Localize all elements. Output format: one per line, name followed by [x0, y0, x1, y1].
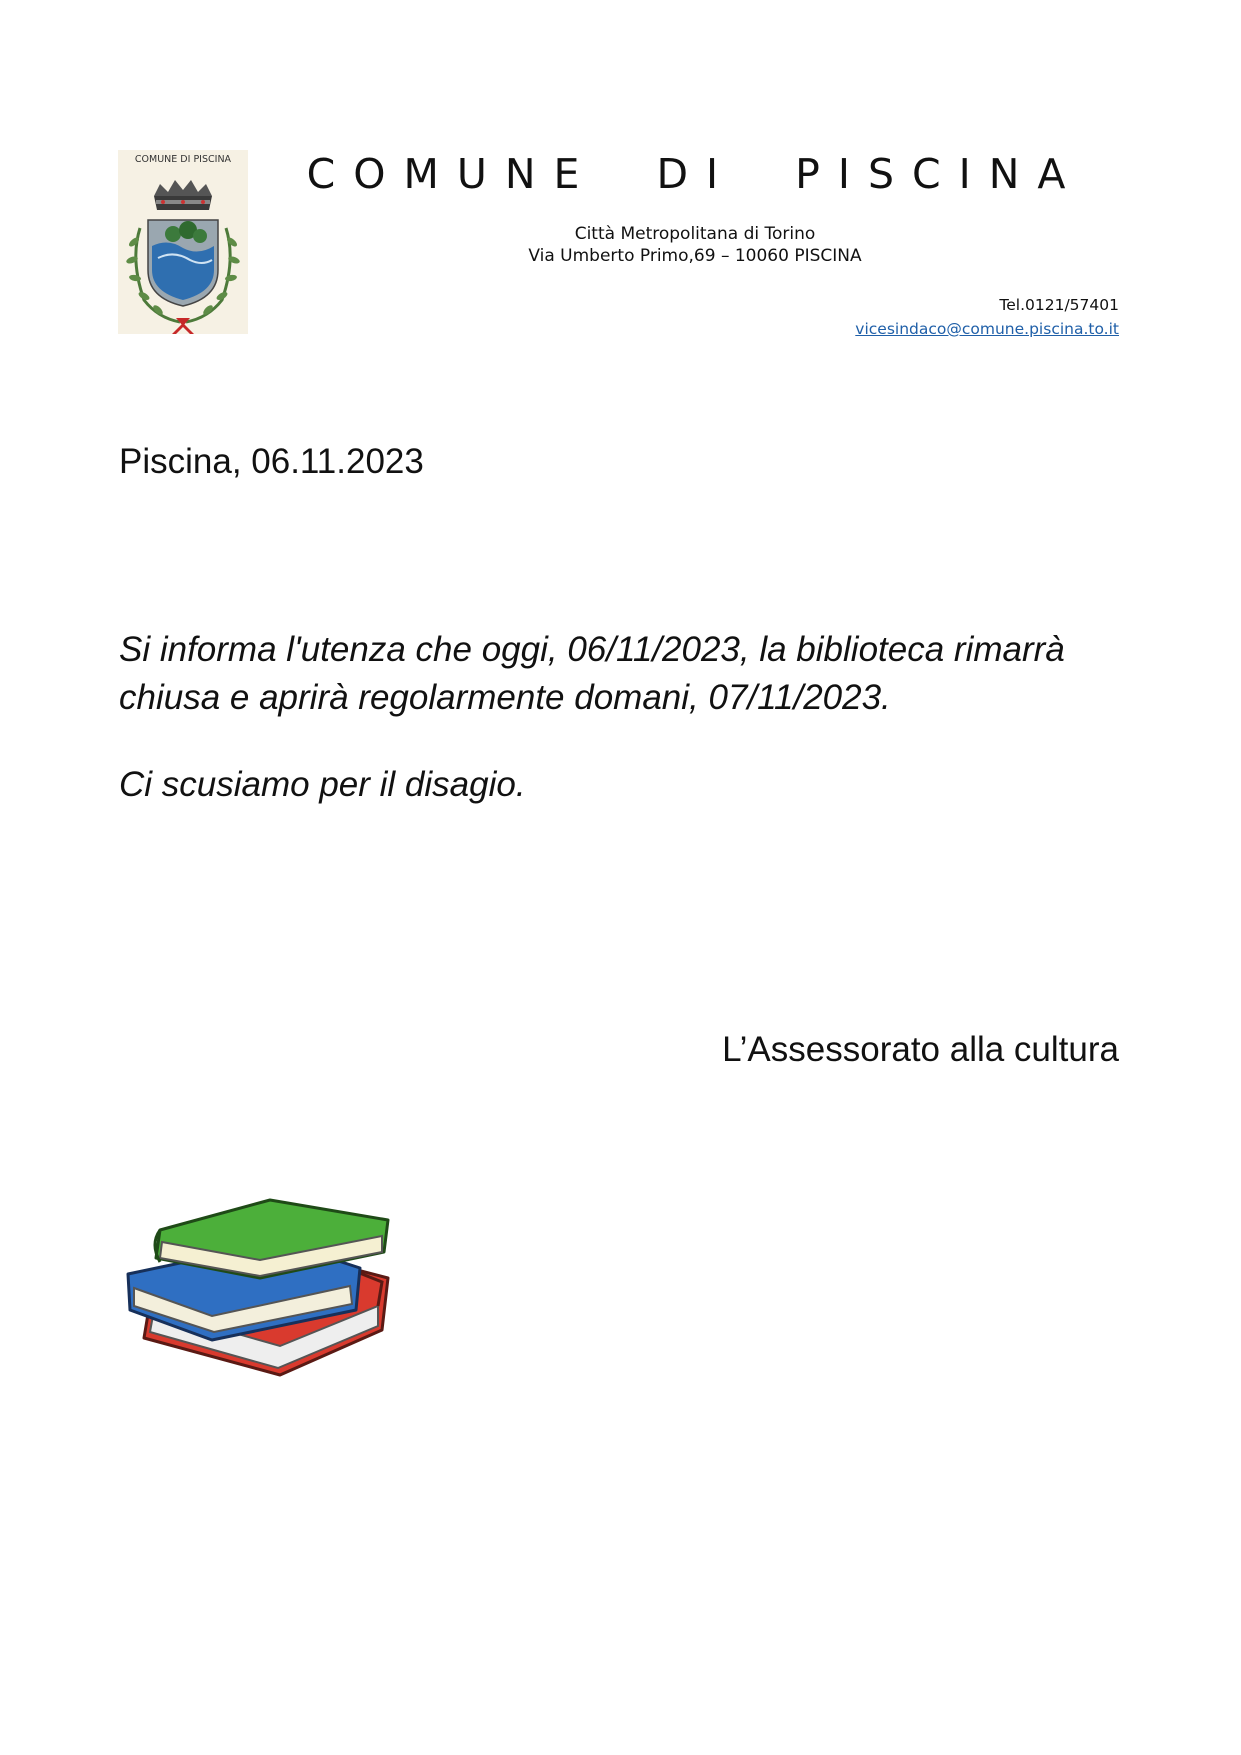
svg-text:COMUNE DI PISCINA: COMUNE DI PISCINA — [134, 154, 232, 165]
apology-line: Ci scusiamo per il disagio. — [119, 765, 526, 804]
coat-of-arms-icon — [118, 150, 248, 334]
notice-body: Si informa l'utenza che oggi, 06/11/2023, la biblioteca rimarrà chiusa e aprirà regolarmente domani, 07/11/2023. — [119, 630, 1065, 717]
letter-date: Piscina, 06.11.2023 — [119, 442, 424, 481]
signature: L’Assessorato alla cultura — [722, 1030, 1119, 1069]
municipality-title: COMUNE DI PISCINA — [306, 150, 1084, 198]
metropolitan-city-line: Città Metropolitana di Torino — [574, 224, 816, 244]
email-link[interactable]: vicesindaco@comune.piscina.to.it — [855, 320, 1119, 338]
coat-of-arms-logo — [118, 150, 248, 334]
phone-number: Tel.0121/57401 — [999, 296, 1119, 314]
books-illustration — [120, 1170, 402, 1380]
stack-of-books-icon — [120, 1170, 402, 1380]
address-line: Via Umberto Primo,69 – 10060 PISCINA — [528, 246, 862, 266]
